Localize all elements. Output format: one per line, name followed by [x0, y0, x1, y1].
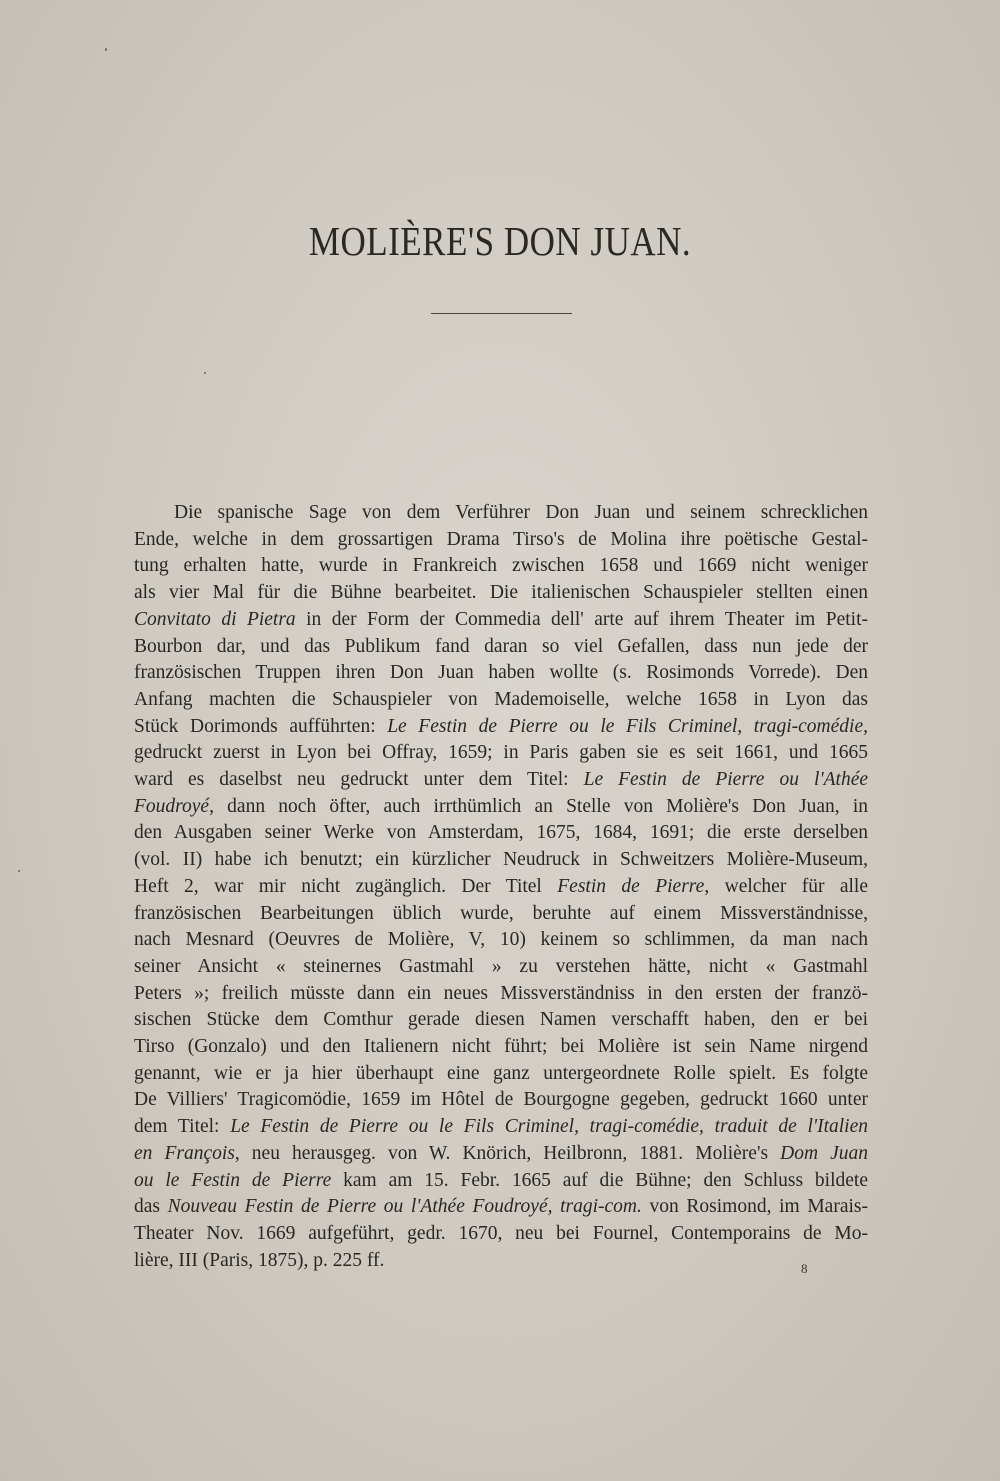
text-line: [134, 1141, 868, 1168]
text-run: nach Mesnard (Oeuvres de Molière, V, 10) keinem so schlimmen, da man nach: [134, 929, 868, 951]
print-speck: [204, 372, 206, 374]
text-line: [134, 981, 868, 1008]
title-divider: [431, 313, 572, 314]
text-run: Bourbon dar, und das Publikum fand daran so viel Gefallen, dass nun jede der: [134, 635, 868, 657]
text-run: Tirso (Gonzalo) und den Italienern nicht führt; bei Molière ist sein Name nirgend: [134, 1036, 868, 1058]
text-run: Die spanische Sage von dem Verführer Don Juan und seinem schrecklichen: [174, 502, 868, 523]
text-run: gedruckt zuerst in Lyon bei Offray, 1659; in Paris gaben sie es seit 1661, und 1665: [134, 742, 868, 764]
text-run: Anfang machten die Schauspieler von Mademoiselle, welche 1658 in Lyon das: [134, 688, 868, 710]
text-run: französischen Bearbeitungen üblich wurde, beruhte auf einem Missverständnisse,: [134, 902, 868, 924]
text-run: französischen Truppen ihren Don Juan haben wollte (s. Rosimonds Vorrede). Den: [134, 662, 868, 684]
text-run: (vol. II) habe ich benutzt; ein kürzlicher Neudruck in Schweitzers Molière-Museum,: [134, 849, 868, 871]
italic-title: ou le Festin de Pierre: [134, 1169, 332, 1191]
text-run: Peters »; freilich müsste dann ein neues Missverständniss in den ersten der franzö-: [134, 982, 868, 1004]
italic-title: en François: [134, 1142, 235, 1164]
text-line: [134, 1194, 868, 1221]
text-line: [134, 553, 868, 580]
text-line: [134, 767, 868, 794]
italic-title: Dom Juan: [780, 1142, 868, 1164]
text-run: ward es daselbst neu gedruckt unter dem Titel:: [134, 769, 584, 791]
text-run: das: [134, 1196, 168, 1218]
text-run: De Villiers' Tragicomödie, 1659 im Hôtel de Bourgogne gegeben, gedruckt 1660 unter: [134, 1089, 868, 1111]
italic-title: Le Festin de Pierre ou le Fils Criminel, tragi-comédie,: [387, 715, 868, 737]
print-speck: [105, 48, 107, 51]
text-line: [134, 874, 868, 901]
text-run: dem Titel:: [134, 1116, 231, 1138]
text-line: [134, 714, 868, 741]
text-run: , neu herausgeg. von W. Knörich, Heilbronn, 1881. Molière's: [234, 1142, 781, 1164]
text-run: seiner Ansicht « steinernes Gastmahl » zu verstehen hätte, nicht « Gastmahl: [134, 955, 868, 977]
text-run: genannt, wie er ja hier überhaupt eine ganz untergeordnete Rolle spielt. Es folgte: [134, 1062, 868, 1084]
text-run: als vier Mal für die Bühne bearbeitet. Die italienischen Schauspieler stellten einen: [134, 582, 868, 604]
text-line: [134, 580, 868, 607]
text-run: in der Form der Commedia dell' arte auf ihrem Theater im Petit-: [295, 608, 868, 630]
text-run: , welcher für alle: [704, 875, 869, 897]
text-line: [134, 607, 868, 634]
text-line: [134, 820, 868, 847]
text-line: [134, 1248, 868, 1275]
text-line: [134, 847, 868, 874]
text-run: Theater Nov. 1669 aufgeführt, gedr. 1670, neu bei Fournel, Contemporains de Mo-: [134, 1222, 868, 1244]
text-line: [134, 1034, 868, 1061]
text-line: [134, 794, 868, 821]
text-line: [134, 687, 868, 714]
text-run: , dann noch öfter, auch irrthümlich an Stelle von Molière's Don Juan, in: [209, 795, 868, 817]
print-speck: [18, 870, 20, 872]
italic-title: Le Festin de Pierre ou le Fils Criminel, tragi-comédie, traduit de l'Italien: [230, 1116, 868, 1138]
text-line: [134, 634, 868, 661]
italic-title: Nouveau Festin de Pierre ou l'Athée Foudroyé, tragi-com.: [167, 1196, 642, 1218]
text-run: sischen Stücke dem Comthur gerade diesen Namen verschafft haben, den er bei: [134, 1009, 868, 1031]
text-run: Ende, welche in dem grossartigen Drama Tirso's de Molina ihre poëtische Gestal-: [134, 528, 868, 550]
text-line: [134, 1221, 868, 1248]
text-line: [134, 1007, 868, 1034]
text-line: [134, 527, 868, 554]
text-run: Stück Dorimonds aufführten:: [134, 715, 388, 737]
text-line: [134, 954, 868, 981]
page-number: 8: [801, 1261, 808, 1276]
page-title: MOLIÈRE'S DON JUAN.: [308, 218, 692, 265]
italic-title: Le Festin de Pierre ou l'Athée: [583, 769, 869, 791]
text-line: [134, 1114, 868, 1141]
body-paragraph: [134, 500, 868, 1274]
italic-title: Festin de Pierre: [557, 875, 705, 897]
italic-title: Convitato di Pietra: [134, 608, 296, 630]
text-run: den Ausgaben seiner Werke von Amsterdam, 1675, 1684, 1691; die erste derselben: [134, 822, 868, 844]
text-line: [134, 901, 868, 928]
italic-title: Foudroyé: [134, 795, 210, 817]
text-line: [134, 1087, 868, 1114]
text-line: [134, 927, 868, 954]
text-run: von Rosimond, im Marais-: [641, 1196, 868, 1218]
text-run: Heft 2, war mir nicht zugänglich. Der Titel: [134, 875, 558, 897]
text-run: lière, III (Paris, 1875), p. 225 ff.: [134, 1249, 385, 1271]
text-run: tung erhalten hatte, wurde in Frankreich zwischen 1658 und 1669 nicht weniger: [134, 555, 868, 577]
text-line: [134, 740, 868, 767]
text-line: [134, 660, 868, 687]
text-line: [134, 1168, 868, 1195]
text-line: [134, 500, 868, 527]
text-run: kam am 15. Febr. 1665 auf die Bühne; den Schluss bildete: [331, 1169, 868, 1191]
text-line: [134, 1061, 868, 1088]
